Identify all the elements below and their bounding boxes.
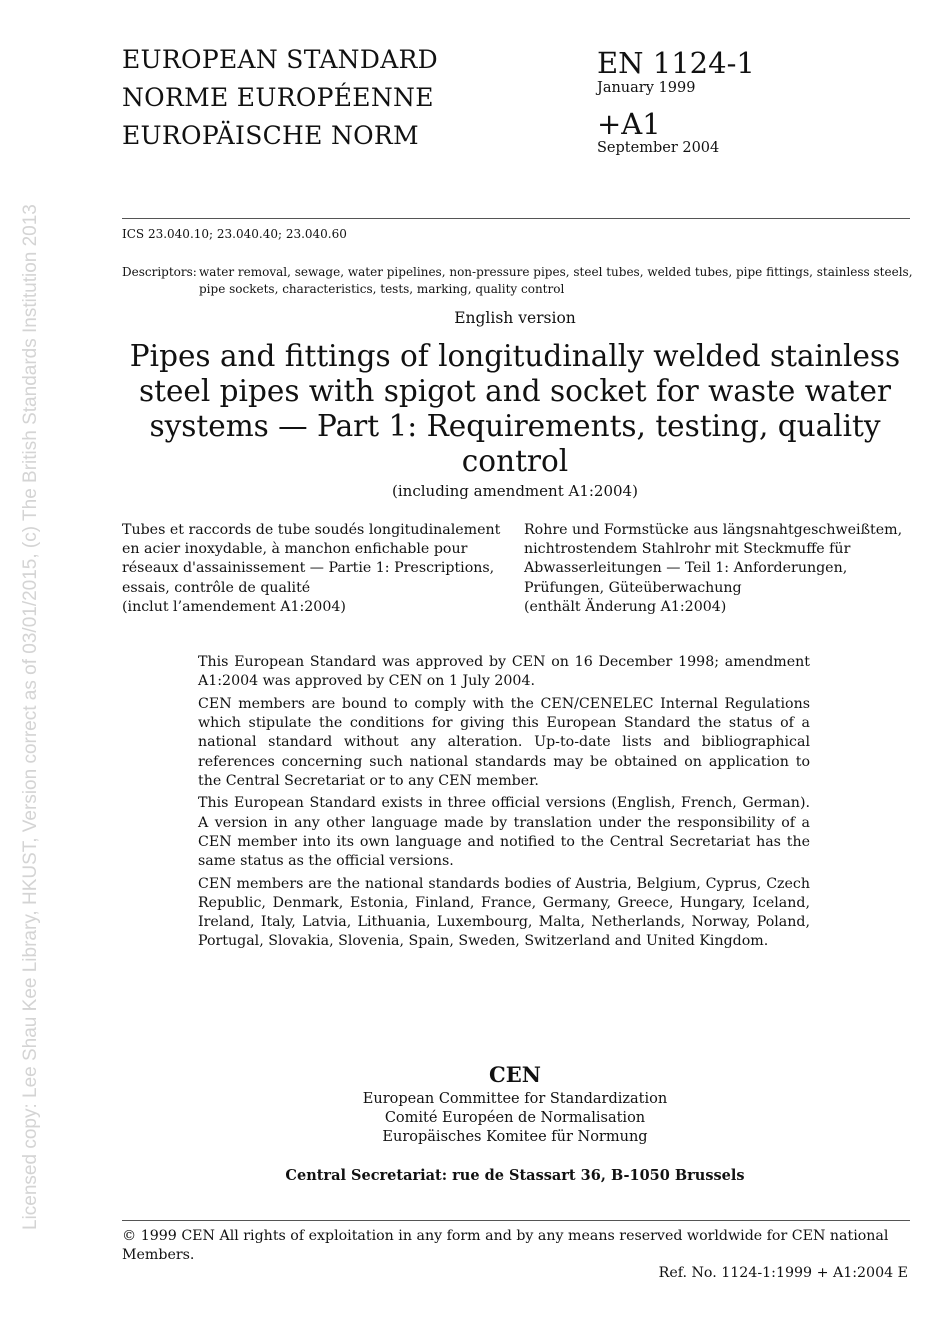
header-rule (122, 218, 910, 219)
cen-names (100, 1090, 930, 1148)
copyright-notice: © 1999 CEN All rights of exploitation in any form and by any means reserved worldwide for CEN national Members. (122, 1228, 889, 1263)
cen-name-en: European Committee for Standardization (362, 1091, 668, 1107)
footer-rule (122, 1220, 910, 1221)
german-title-text: Rohre und Formstücke aus längsnahtgeschweißtem, nichtrostendem Stahlrohr mit Steckmuffe für Abwasserleitungen — Teil 1: Anforderungen, Prüfungen, Güteüberwachung (524, 522, 903, 596)
amendment-date: September 2004 (597, 140, 720, 156)
approval-text (198, 653, 810, 955)
standard-name-de: EUROPÄISCHE NORM (122, 121, 419, 150)
reference-number: Ref. No. 1124-1:1999 + A1:2004 E (658, 1265, 908, 1281)
cen-name-de: Europäisches Komitee für Normung (382, 1129, 648, 1146)
descriptors-line-1: water removal, sewage, water pipelines, non-pressure pipes, steel tubes, welded tubes, pipe fittings, stainless steels, (199, 265, 913, 279)
cen-acronym: CEN (489, 1062, 541, 1087)
standard-name-fr: NORME EUROPÉENNE (122, 83, 434, 112)
descriptors-label: Descriptors: (122, 265, 197, 279)
german-title-note: (enthält Änderung A1:2004) (524, 598, 727, 615)
standard-names (122, 41, 438, 155)
paragraph-approval: This European Standard was approved by CEN on 16 December 1998; amendment A1:2004 was approved by CEN on 1 July 2004. (198, 654, 810, 690)
amendment-number: +A1 (597, 107, 661, 141)
document-title: Pipes and fittings of longitudinally welded stainless steel pipes with spigot and socket for waste water systems — Part 1: Requirements, testing, quality control (129, 339, 901, 478)
paragraph-versions: This European Standard exists in three official versions (English, French, German). A version in any other language made by translation under the responsibility of a CEN member into its own language and notified to the Central Secretariat has the same status as the official versions. (198, 795, 810, 870)
french-title-text: Tubes et raccords de tube soudés longitudinalement en acier inoxydable, à manchon enfichable pour réseaux d'assainissement — Partie 1: Prescriptions, essais, contrôle de qualité (122, 522, 501, 596)
standard-date: January 1999 (597, 80, 696, 96)
german-title (524, 521, 916, 617)
descriptors-line-2: pipe sockets, characteristics, tests, marking, quality control (199, 282, 565, 296)
central-secretariat: Central Secretariat: rue de Stassart 36, B-1050 Brussels (285, 1167, 745, 1184)
standard-number: EN 1124-1 (597, 46, 755, 80)
standard-name-en: EUROPEAN STANDARD (122, 45, 439, 74)
paragraph-regulations: CEN members are bound to comply with the CEN/CENELEC Internal Regulations which stipulate the conditions for giving this European Standard the status of a national standard without any alteration. Up-to-date lists and bibliographical references concerning such national standards may be obtained on application to the Central Secretariat or to any CEN member. (198, 695, 810, 789)
version-label: English version (454, 309, 576, 327)
ics-codes: ICS 23.040.10; 23.040.40; 23.040.60 (122, 227, 347, 241)
cen-name-fr: Comité Européen de Normalisation (384, 1110, 646, 1127)
paragraph-members: CEN members are the national standards bodies of Austria, Belgium, Cyprus, Czech Republic, Denmark, Estonia, Finland, France, Germany, Greece, Hungary, Iceland, Ireland, Italy, Latvia, Lithuania, Luxembourg, Malta, Netherlands, Norway, Poland, Portugal, Slovakia, Slovenia, Spain, Sweden, Switzerland and United Kingdom. (198, 875, 810, 950)
document-subtitle: (including amendment A1:2004) (392, 482, 638, 500)
french-title (122, 521, 512, 617)
french-title-note: (inclut l’amendement A1:2004) (122, 598, 346, 615)
copyright-watermark: Licensed copy: Lee Shau Kee Library, HKUST, Version correct as of 03/01/2015, (c) The British Standards Institution 2013 (20, 204, 41, 1230)
